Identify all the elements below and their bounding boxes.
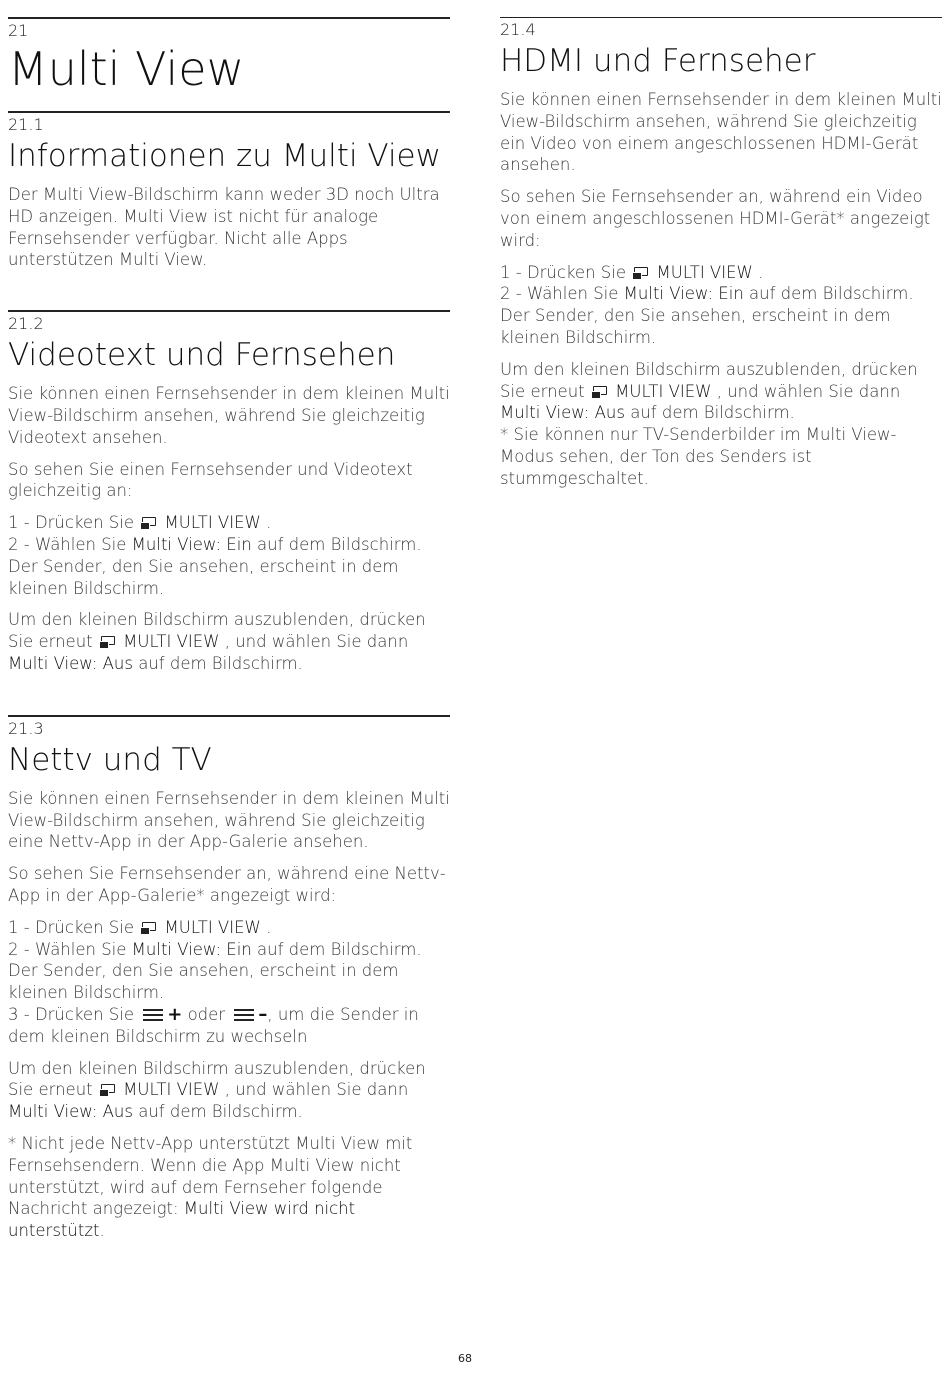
text: Um den kleinen Bildschirm auszublenden, drücken Sie erneut: [8, 610, 426, 652]
key-label: MULTI VIEW: [656, 262, 753, 282]
section-title: HDMI und Fernseher: [500, 43, 816, 79]
text: * Nicht jede Nettv-App unterstützt Multi View mit Fernsehsendern. Wenn die App Multi View nicht unterstützt, wird auf dem Fernseher folgende Nachricht angezeigt:: [8, 1133, 413, 1219]
paragraph: Der Multi View-Bildschirm kann weder 3D noch Ultra HD anzeigen. Multi View ist nicht für analoge Fernsehsender verfügbar. Nicht alle Apps unterstützen Multi View.: [8, 185, 440, 270]
setting-label: Multi View: Ein: [623, 284, 744, 304]
text: auf dem Bildschirm.: [624, 403, 795, 423]
paragraph: So sehen Sie Fernsehsender an, während ein Video von einem angeschlossenen HDMI-Gerät* angezeigt wird:: [500, 187, 931, 250]
setting-label: Multi View: Ein: [131, 939, 252, 959]
menu-icon: [234, 1009, 254, 1021]
steps: [8, 917, 450, 1048]
multi-view-icon: [139, 921, 159, 935]
page-number: 68: [458, 1352, 472, 1365]
step-text: .: [752, 262, 764, 282]
text: , und wählen Sie dann: [219, 632, 409, 652]
step-3-text: 3 - Drücken Sie: [8, 1004, 140, 1024]
paragraph: [8, 609, 450, 674]
section-number: 21.4: [500, 20, 536, 39]
setting-label: Multi View: Ein: [131, 534, 252, 554]
chapter-number: 21: [8, 21, 29, 40]
multi-view-icon: [98, 1083, 118, 1097]
multi-view-icon: [631, 266, 651, 280]
section-number: 21.3: [8, 718, 44, 738]
step-1: [8, 512, 450, 534]
step-2-text: 2 - Wählen Sie: [500, 284, 624, 304]
paragraph: Sie können einen Fernsehsender in dem kleinen Multi View-Bildschirm ansehen, während Sie gleichzeitig Videotext ansehen.: [8, 384, 450, 447]
section-title: Videotext und Fernsehen: [8, 337, 396, 374]
key-label: MULTI VIEW: [123, 632, 220, 652]
steps: [8, 512, 450, 599]
right-column: [500, 0, 942, 490]
step-2-text: 2 - Wählen Sie: [8, 939, 132, 959]
multi-view-icon: [590, 385, 610, 399]
paragraph: [8, 1058, 450, 1123]
setting-label: Multi View: Aus: [8, 653, 133, 673]
step-2-text: 2 - Wählen Sie: [8, 534, 132, 554]
step-2-text: auf dem Bildschirm. Der Sender, den Sie ansehen, erscheint in dem kleinen Bildschirm.: [8, 534, 422, 598]
step-3-text: oder: [182, 1004, 231, 1024]
left-column: [8, 0, 450, 1242]
plus-sign: +: [167, 1003, 183, 1025]
step-1: [8, 917, 450, 939]
step-text: .: [260, 917, 272, 937]
section-number: 21.1: [8, 115, 44, 134]
step-3-text: , um die Sender in dem kleinen Bildschirm zu wechseln: [8, 1004, 419, 1046]
minus-sign: –: [258, 1003, 268, 1025]
step-text: 1 - Drücken Sie: [8, 513, 140, 533]
section-title: Informationen zu Multi View: [8, 138, 441, 174]
section-21-2: [8, 310, 450, 675]
text: .: [99, 1221, 105, 1241]
key-label: MULTI VIEW: [615, 381, 712, 401]
key-label: MULTI VIEW: [164, 917, 261, 937]
paragraph: So sehen Sie Fernsehsender an, während eine Nettv-App in der App-Galerie* angezeigt wird:: [8, 864, 446, 905]
key-label: MULTI VIEW: [164, 513, 261, 533]
paragraph: Sie können einen Fernsehsender in dem kleinen Multi View-Bildschirm ansehen, während Sie gleichzeitig ein Video von einem angeschlossenen HDMI-Gerät ansehen.: [500, 90, 942, 175]
setting-label: Multi View: Aus: [500, 403, 625, 423]
step-1: [500, 262, 942, 284]
step-2-text: auf dem Bildschirm. Der Sender, den Sie ansehen, erscheint in dem kleinen Bildschirm.: [500, 284, 914, 347]
step-text: .: [260, 513, 272, 533]
footnote: [8, 1133, 450, 1242]
section-number: 21.2: [8, 314, 44, 334]
section-title: Nettv und TV: [8, 741, 212, 778]
setting-label: Multi View: Aus: [8, 1102, 133, 1122]
section-21-1: [8, 111, 450, 271]
footnote: * Sie können nur TV-Senderbilder im Multi View-Modus sehen, der Ton des Senders ist stummgeschaltet.: [500, 425, 897, 488]
paragraph: Sie können einen Fernsehsender in dem kleinen Multi View-Bildschirm ansehen, während Sie gleichzeitig eine Nettv-App in der App-Galerie ansehen.: [8, 788, 450, 852]
multi-view-icon: [139, 516, 159, 530]
step-text: 1 - Drücken Sie: [8, 917, 140, 937]
section-21-4: [500, 17, 942, 490]
text: auf dem Bildschirm.: [132, 653, 303, 673]
steps: [500, 262, 942, 349]
section-21-3: [8, 715, 450, 1242]
chapter-title: Multi View: [8, 42, 245, 96]
key-label: MULTI VIEW: [123, 1080, 220, 1100]
message-label: Multi View wird nicht unterstützt: [8, 1199, 356, 1241]
text: Um den kleinen Bildschirm auszublenden, drücken Sie erneut: [500, 359, 918, 401]
step-2-text: auf dem Bildschirm. Der Sender, den Sie ansehen, erscheint in dem kleinen Bildschirm.: [8, 939, 422, 1003]
text: Um den kleinen Bildschirm auszublenden, drücken Sie erneut: [8, 1058, 426, 1100]
text: , und wählen Sie dann: [219, 1080, 409, 1100]
paragraph: [500, 359, 942, 490]
text: auf dem Bildschirm.: [132, 1102, 303, 1122]
paragraph: So sehen Sie einen Fernsehsender und Videotext gleichzeitig an:: [8, 459, 413, 501]
step-text: 1 - Drücken Sie: [500, 262, 632, 282]
chapter-header: [8, 17, 450, 95]
text: , und wählen Sie dann: [711, 381, 901, 401]
multi-view-icon: [98, 635, 118, 649]
menu-icon: [143, 1009, 163, 1021]
